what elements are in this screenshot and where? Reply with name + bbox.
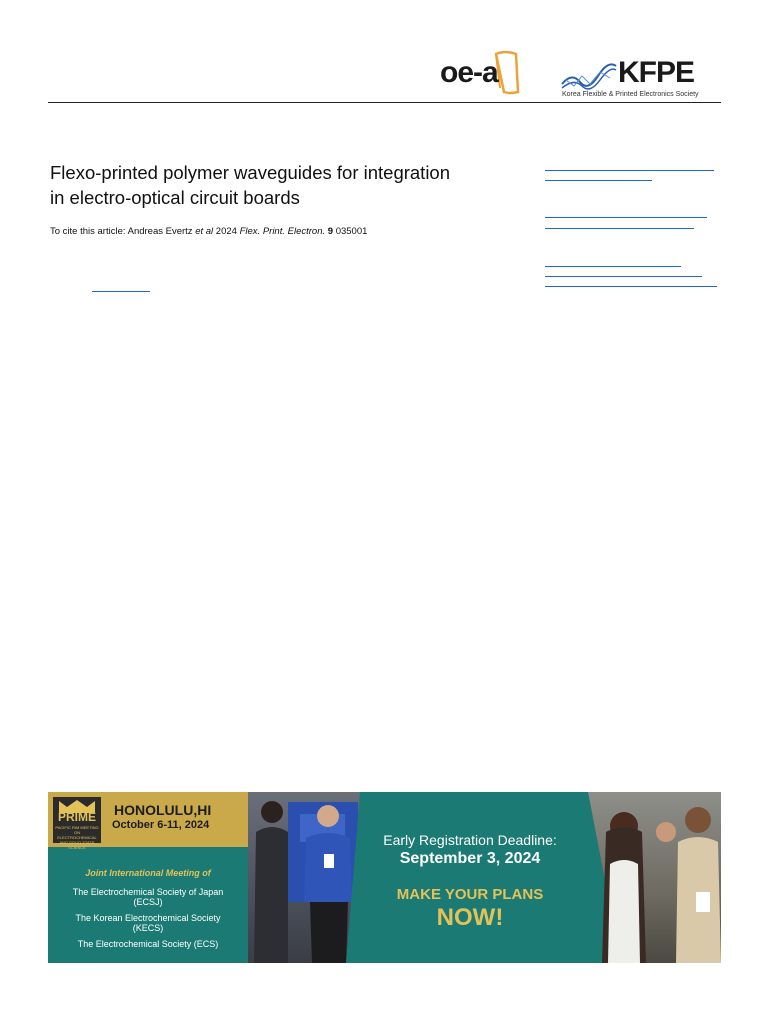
banner-deadline-date: September 3, 2024 bbox=[399, 850, 541, 867]
banner-joint-meeting: Joint International Meeting of bbox=[85, 868, 211, 878]
attendees-photo-right-icon bbox=[566, 792, 721, 963]
banner-society-1: The Electrochemical Society of Japan bbox=[72, 887, 224, 897]
banner-society-1-abbr: (ECSJ) bbox=[133, 897, 163, 907]
kfpe-wave-icon bbox=[560, 62, 620, 92]
article-title-line-2: in electro-optical circuit boards bbox=[50, 187, 300, 208]
banner-cta-line-1: MAKE YOUR PLANS bbox=[396, 886, 544, 903]
citation-etal: et al bbox=[195, 226, 214, 237]
view-article-link[interactable] bbox=[92, 291, 150, 292]
citation-article-number: 035001 bbox=[333, 226, 368, 237]
banner-location: HONOLULU,HI bbox=[114, 802, 212, 818]
citation-volume: 9 bbox=[325, 226, 334, 237]
related-link-3c[interactable] bbox=[545, 286, 717, 287]
related-link-1b[interactable] bbox=[545, 180, 652, 181]
banner-photo-attendees-right bbox=[566, 792, 721, 963]
banner-early-registration-label: Early Registration Deadline: bbox=[383, 832, 557, 848]
kfpe-logo bbox=[560, 58, 705, 102]
kfpe-logo-text: KFPE bbox=[618, 56, 695, 89]
related-link-2a[interactable] bbox=[545, 217, 707, 218]
citation bbox=[50, 226, 530, 237]
article-title-line-1: Flexo-printed polymer waveguides for integration bbox=[50, 162, 451, 183]
banner-society-2: The Korean Electrochemical Society bbox=[75, 913, 221, 923]
related-link-1a[interactable] bbox=[545, 170, 714, 171]
prime-logo-word: PRIME bbox=[57, 810, 96, 824]
oe-a-logo bbox=[440, 48, 522, 100]
banner-cta-line-2: NOW! bbox=[436, 904, 504, 931]
citation-journal: Flex. Print. Electron. bbox=[239, 226, 326, 237]
related-link-3a[interactable] bbox=[545, 266, 681, 267]
banner-society-2-abbr: (KECS) bbox=[132, 923, 164, 933]
prime-2024-advertisement[interactable] bbox=[48, 792, 721, 963]
banner-dates: October 6-11, 2024 bbox=[112, 819, 210, 831]
banner-society-3: The Electrochemical Society (ECS) bbox=[77, 939, 219, 949]
related-link-2b[interactable] bbox=[545, 228, 694, 229]
header-divider bbox=[48, 102, 721, 103]
citation-prefix: To cite this article: Andreas Evertz bbox=[50, 226, 196, 237]
related-link-3b[interactable] bbox=[545, 276, 702, 277]
kfpe-logo-subtitle: Korea Flexible & Printed Electronics Society bbox=[562, 91, 699, 98]
citation-year: 2024 bbox=[213, 226, 240, 237]
article-title bbox=[50, 160, 520, 210]
oe-a-logo-text: oe-a bbox=[440, 56, 498, 89]
prime-logo-subtitle: PACIFIC RIM MEETING ON ELECTROCHEMICAL AND SOLID STATE SCIENCE bbox=[55, 825, 99, 850]
